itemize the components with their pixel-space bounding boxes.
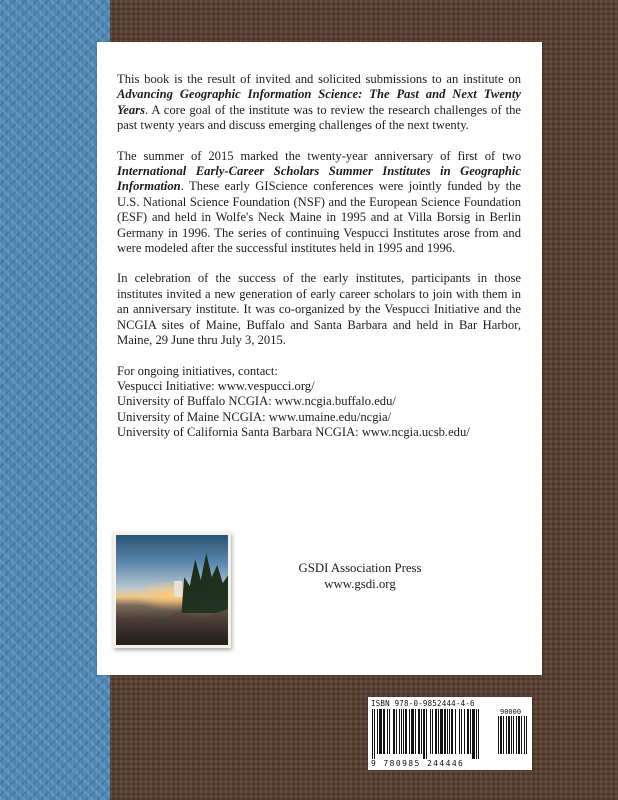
barcode-bar xyxy=(506,716,507,754)
barcode-bar xyxy=(518,716,520,754)
barcode-bar xyxy=(503,716,504,754)
barcode-bar xyxy=(418,709,420,754)
description-text xyxy=(117,72,521,441)
summer-institutes-title: International Early-Career Scholars Summer Institutes in Geographic Information xyxy=(117,164,521,194)
barcode-bar xyxy=(396,709,397,754)
barcode-bar xyxy=(508,716,510,754)
barcode-bar xyxy=(521,716,522,754)
barcode-bar xyxy=(409,709,410,754)
celebration-paragraph: In celebration of the success of the early institutes, participants in those institutes invited a new generation of early career scholars to join with them in an anniversary institute. It was co-organized by the Vespucci Initiative and the NCGIA sites of Maine, Buffalo and Santa Barbara and held in Bar Harbor, Maine, 29 June thru July 3, 2015. xyxy=(117,271,521,348)
barcode-bar xyxy=(455,709,456,754)
barcode-bar xyxy=(374,709,375,759)
isbn-barcode xyxy=(368,697,532,770)
contact-heading: For ongoing initiatives, contact: xyxy=(117,363,278,378)
price-code-label: 90000 xyxy=(500,708,522,716)
barcode-bar xyxy=(498,716,499,754)
blue-pattern-band xyxy=(0,0,110,800)
barcode-bar xyxy=(444,709,446,754)
barcode-bar xyxy=(377,709,378,754)
barcode-bar xyxy=(411,709,414,754)
barcode-bar xyxy=(476,709,477,759)
barcode-bar xyxy=(459,709,460,754)
barcode-bar xyxy=(478,709,479,759)
barcode-bar xyxy=(432,709,433,754)
price-addon-bars xyxy=(498,716,528,759)
publisher-url: www.gsdi.org xyxy=(324,577,396,591)
barcode-bar xyxy=(500,716,502,754)
publisher-block xyxy=(275,560,445,592)
ean-barcode-bars xyxy=(372,709,494,759)
lighthouse-sunset-photo xyxy=(113,532,231,648)
barcode-bar xyxy=(405,709,407,754)
contact-buffalo: University of Buffalo NCGIA: www.ncgia.buffalo.edu/ xyxy=(117,394,396,409)
barcode-bar xyxy=(447,709,448,754)
barcode-bar xyxy=(383,709,385,754)
institute-title: Advancing Geographic Information Science: The Past and Next Twenty Years xyxy=(117,87,521,117)
barcode-bar xyxy=(440,709,443,754)
barcode-bar xyxy=(467,709,469,754)
barcode-bar xyxy=(516,716,517,754)
barcode-bar xyxy=(401,709,402,754)
lighthouse-icon xyxy=(174,581,182,597)
barcode-bar xyxy=(372,709,373,759)
barcode-bar xyxy=(470,709,471,754)
barcode-bar xyxy=(524,716,525,754)
contact-list xyxy=(117,364,521,441)
barcode-bar xyxy=(399,709,400,754)
barcode-bar xyxy=(461,709,462,754)
intro-paragraph: This book is the result of invited and solicited submissions to an institute on Advancing Geographic Information Science: The Past and Next Twenty Years. A core goal of the institute was to review the research challenges of the past twenty years and discuss emerging challenges of the next twenty. xyxy=(117,72,521,133)
barcode-bar xyxy=(464,709,465,754)
barcode-digits: 9 780985 244446 xyxy=(371,759,465,768)
publisher-name: GSDI Association Press xyxy=(298,561,422,575)
contact-vespucci: Vespucci Initiative: www.vespucci.org/ xyxy=(117,378,315,393)
barcode-bar xyxy=(451,709,453,754)
barcode-bar xyxy=(430,709,431,754)
barcode-bar xyxy=(379,709,382,754)
barcode-bar xyxy=(403,709,404,754)
barcode-bar xyxy=(513,716,514,754)
barcode-bar xyxy=(438,709,439,754)
barcode-bar xyxy=(393,709,395,754)
contact-maine: University of Maine NCGIA: www.umaine.edu/ncgia/ xyxy=(117,409,392,424)
barcode-bar xyxy=(435,709,437,754)
barcode-bar xyxy=(423,709,425,759)
history-paragraph: The summer of 2015 marked the twenty-year anniversary of first of two International Early-Career Scholars Summer Institutes in Geographic Information. These early GIScience conferences were jointly funded by the U.S. National Science Foundation (NSF) and the European Science Foundation (ESF) and held in Wolfe's Neck Maine in 1995 and at Villa Borsig in Berlin Germany in 1996. The series of continuing Vespucci Institutes arose from and were modeled after the successful institutes held in 1995 and 1996. xyxy=(117,148,521,256)
barcode-bar xyxy=(421,709,422,754)
barcode-bar xyxy=(415,709,416,754)
barcode-bar xyxy=(387,709,388,754)
barcode-bar xyxy=(526,716,527,754)
barcode-bar xyxy=(511,716,512,754)
back-cover-text-panel xyxy=(97,42,542,675)
barcode-bar xyxy=(426,709,427,759)
isbn-label: ISBN 978-0-9852444-4-6 xyxy=(371,699,475,708)
barcode-bar xyxy=(449,709,450,754)
trees-silhouette xyxy=(176,553,231,613)
contact-ucsb: University of California Santa Barbara NCGIA: www.ncgia.ucsb.edu/ xyxy=(117,425,470,440)
barcode-bar xyxy=(389,709,390,754)
barcode-bar xyxy=(472,709,475,759)
